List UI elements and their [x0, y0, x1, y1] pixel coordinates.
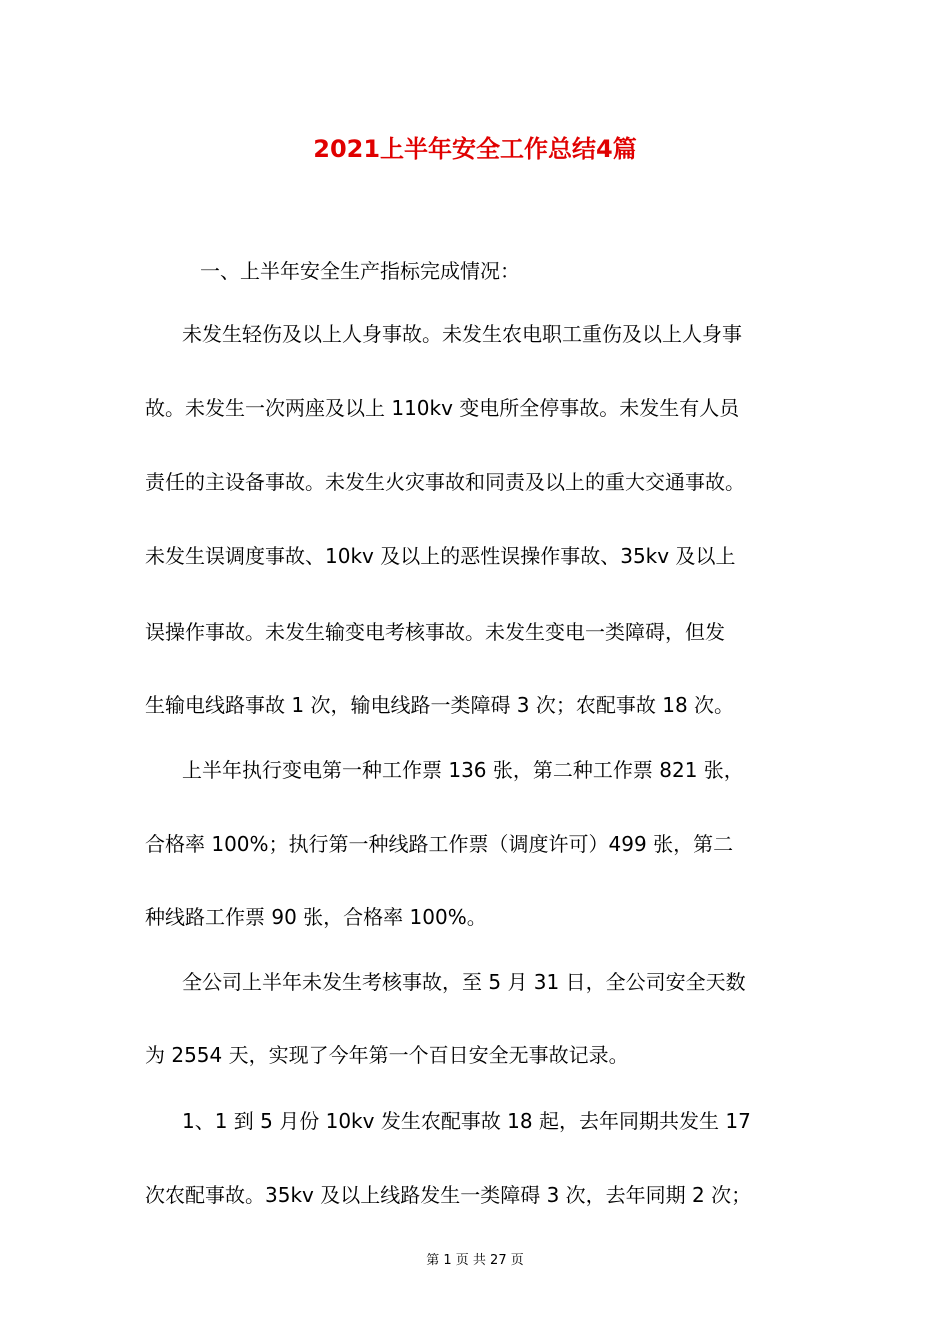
paragraph-line: 1、1 到 5 月份 10kv 发生农配事故 18 起，去年同期共发生 17: [182, 1109, 751, 1133]
paragraph-line: 故。未发生一次两座及以上 110kv 变电所全停事故。未发生有人员: [145, 396, 740, 420]
page-footer: 第 1 页 共 27 页: [426, 1253, 524, 1268]
paragraph-line: 为 2554 天，实现了今年第一个百日安全无事故记录。: [145, 1043, 629, 1067]
paragraph-line: 责任的主设备事故。未发生火灾事故和同责及以上的重大交通事故。: [145, 470, 745, 494]
paragraph-line: 生输电线路事故 1 次，输电线路一类障碍 3 次；农配事故 18 次。: [145, 693, 735, 717]
document-title: 2021上半年安全工作总结4篇: [313, 135, 637, 163]
paragraph-line: 全公司上半年未发生考核事故，至 5 月 31 日，全公司安全天数: [182, 970, 746, 994]
paragraph-line: 误操作事故。未发生输变电考核事故。未发生变电一类障碍，但发: [145, 620, 725, 644]
paragraph-line: 上半年执行变电第一种工作票 136 张，第二种工作票 821 张，: [182, 758, 744, 782]
paragraph-line: 次农配事故。35kv 及以上线路发生一类障碍 3 次，去年同期 2 次；: [145, 1183, 752, 1207]
section-heading: 一、上半年安全生产指标完成情况：: [200, 259, 520, 283]
paragraph-line: 种线路工作票 90 张，合格率 100%。: [145, 905, 487, 929]
paragraph-line: 未发生误调度事故、10kv 及以上的恶性误操作事故、35kv 及以上: [145, 544, 736, 568]
paragraph-line: 合格率 100%；执行第一种线路工作票（调度许可）499 张，第二: [145, 832, 734, 856]
paragraph-line: 未发生轻伤及以上人身事故。未发生农电职工重伤及以上人身事: [182, 322, 742, 346]
